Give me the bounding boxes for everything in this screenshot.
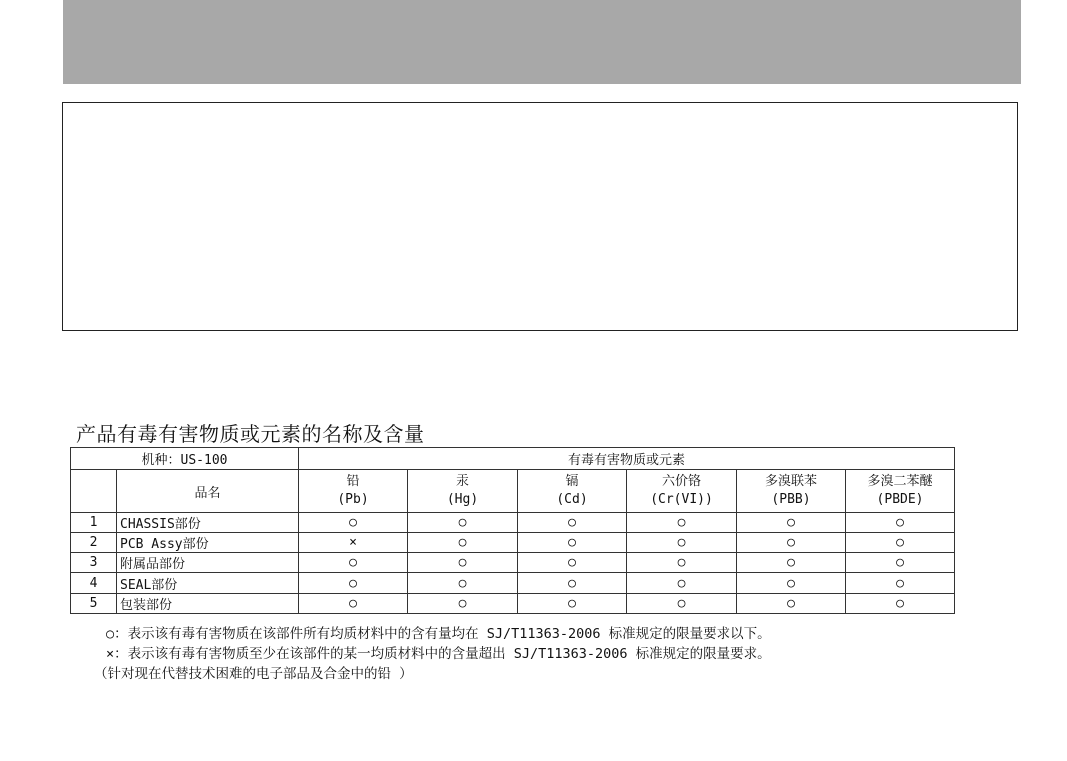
row-number-header — [71, 470, 117, 513]
notice-box — [62, 102, 1018, 331]
content-mark: ○ — [846, 512, 955, 532]
content-mark: ○ — [408, 593, 518, 613]
substance-symbol: (Cr(VI)) — [650, 492, 713, 508]
part-name: PCB Assy部份 — [117, 533, 299, 553]
content-mark: ○ — [518, 573, 627, 593]
content-mark: ○ — [627, 533, 737, 553]
table-row — [71, 512, 955, 532]
content-mark: ○ — [737, 553, 846, 573]
group-header: 有毒有害物质或元素 — [299, 448, 955, 470]
substance-symbol: (PBB) — [771, 492, 811, 508]
content-mark: ○ — [408, 573, 518, 593]
part-name: 附属品部份 — [117, 553, 299, 573]
content-mark: ○ — [518, 512, 627, 532]
substance-name: 铅 — [346, 474, 360, 490]
table-row — [71, 533, 955, 553]
notes — [94, 624, 771, 684]
substance-name: 镉 — [565, 474, 579, 490]
note-circle: ○：表示该有毒有害物质在该部件所有均质材料中的含有量均在 SJ/T11363-2006 标准规定的限量要求以下。 — [106, 626, 771, 642]
table-row — [71, 593, 955, 613]
content-mark: ○ — [518, 593, 627, 613]
part-name: 包装部份 — [117, 593, 299, 613]
header-band — [63, 0, 1021, 84]
row-number: 3 — [71, 553, 117, 573]
row-number: 1 — [71, 512, 117, 532]
content-mark: ○ — [299, 553, 408, 573]
table-row — [71, 553, 955, 573]
content-mark: ○ — [518, 553, 627, 573]
content-mark: ○ — [408, 533, 518, 553]
content-mark: ○ — [737, 533, 846, 553]
row-number: 4 — [71, 573, 117, 593]
content-mark: ○ — [627, 573, 737, 593]
substance-symbol: (Hg) — [446, 492, 479, 508]
substance-symbol: (PBDE) — [876, 492, 924, 508]
content-mark: ○ — [846, 593, 955, 613]
part-name: SEAL部份 — [117, 573, 299, 593]
note-exemption: （针对现在代替技术困难的电子部品及合金中的铅 ） — [94, 666, 413, 682]
substance-header — [846, 470, 955, 513]
content-mark: ○ — [737, 593, 846, 613]
substance-symbol: (Pb) — [337, 492, 369, 508]
content-mark: ○ — [408, 553, 518, 573]
model-label: 机种：US-100 — [71, 448, 299, 470]
content-mark: ○ — [299, 512, 408, 532]
note-cross: ×：表示该有毒有害物质至少在该部件的某一均质材料中的含量超出 SJ/T11363-2006 标准规定的限量要求。 — [106, 646, 771, 662]
content-mark: × — [299, 533, 408, 553]
content-mark: ○ — [408, 512, 518, 532]
substance-name: 汞 — [455, 474, 469, 490]
page-title: 产品有毒有害物质或元素的名称及含量 — [76, 422, 425, 446]
substance-symbol: (Cd) — [556, 492, 588, 508]
content-mark: ○ — [737, 573, 846, 593]
table-row — [71, 573, 955, 593]
content-mark: ○ — [299, 593, 408, 613]
substance-header — [518, 470, 627, 513]
content-mark: ○ — [627, 593, 737, 613]
substance-name: 多溴二苯醚 — [867, 474, 933, 490]
part-name-header: 品名 — [117, 470, 299, 513]
content-mark: ○ — [846, 533, 955, 553]
content-mark: ○ — [518, 533, 627, 553]
content-mark: ○ — [299, 573, 408, 593]
content-mark: ○ — [846, 573, 955, 593]
row-number: 2 — [71, 533, 117, 553]
content-mark: ○ — [846, 553, 955, 573]
row-number: 5 — [71, 593, 117, 613]
substance-header — [299, 470, 408, 513]
substance-header — [627, 470, 737, 513]
substance-name: 多溴联苯 — [764, 474, 817, 490]
substance-name: 六价铬 — [661, 474, 701, 490]
substance-header — [737, 470, 846, 513]
part-name: CHASSIS部份 — [117, 512, 299, 532]
content-mark: ○ — [627, 512, 737, 532]
content-mark: ○ — [737, 512, 846, 532]
substance-header — [408, 470, 518, 513]
content-mark: ○ — [627, 553, 737, 573]
substance-table — [70, 447, 955, 614]
